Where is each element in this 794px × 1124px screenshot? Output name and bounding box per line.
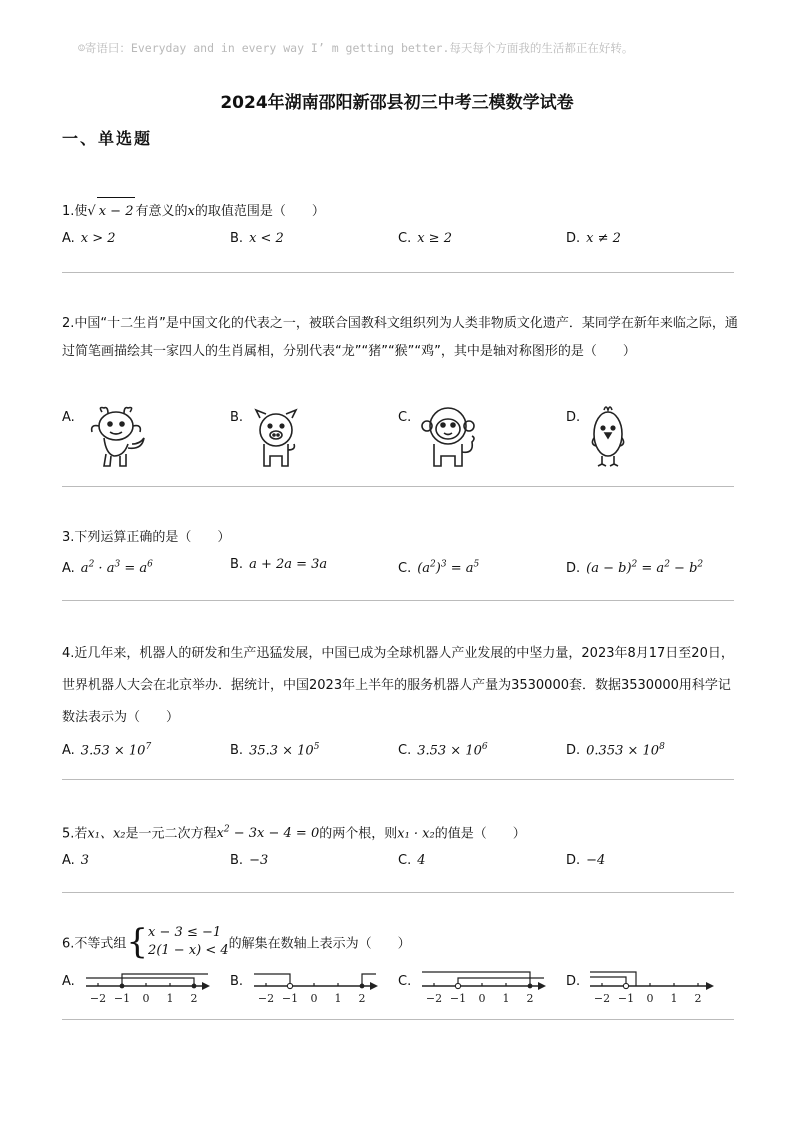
solution-ray xyxy=(254,974,290,986)
solution-ray xyxy=(86,978,194,986)
option-c[interactable]: C. $(a^2)^3 = a^5$ xyxy=(398,560,480,577)
solid-point xyxy=(528,984,533,989)
option-d[interactable]: D. −4 xyxy=(566,853,606,869)
solid-point xyxy=(120,984,125,989)
divider xyxy=(62,600,734,601)
page-title: 2024年湖南邵阳新邵县初三中考三模数学试卷 xyxy=(220,93,574,113)
tick-label: 1 xyxy=(166,992,174,1005)
tick-label: −2 xyxy=(89,992,107,1005)
divider xyxy=(62,779,734,780)
solution-ray xyxy=(422,972,530,986)
option-d[interactable]: D. x ≠ 2 xyxy=(566,231,621,246)
question-1-stem: 1.使√ x − 2 有意义的x的取值范围是（ ） xyxy=(62,197,738,226)
radicand: x − 2 xyxy=(97,197,136,226)
inequality-system: x − 3 ≤ −1 2(1 − x) < 4 xyxy=(148,925,229,958)
option-d[interactable]: D. xyxy=(566,974,581,989)
question-5-stem: 5.若x₁、x₂是一元二次方程$x^2 - 3x - 4 = 0$的两个根，则x₁ · x₂的值是（ ） xyxy=(62,825,526,842)
option-a[interactable]: A. xyxy=(62,974,75,989)
tick-label: 0 xyxy=(310,992,318,1005)
option-c[interactable]: C. 4 xyxy=(398,853,426,869)
number-line-c xyxy=(420,962,550,1008)
monkey-icon xyxy=(416,404,480,472)
tick-label: 0 xyxy=(478,992,486,1005)
question-2 xyxy=(62,310,738,366)
question-3-stem: 3.下列运算正确的是（ ） xyxy=(62,530,231,545)
option-a[interactable]: A. x > 2 xyxy=(62,231,116,246)
option-a[interactable]: A. $3.53 \times 10^7$ xyxy=(62,742,152,759)
option-b[interactable]: B. xyxy=(230,410,244,425)
option-b[interactable]: B. a + 2a = 3a xyxy=(230,557,328,572)
number-line-d xyxy=(588,962,718,1008)
question-2-stem: 2.中国“十二生肖”是中国文化的代表之一，被联合国教科文组织列为人类非物质文化遗产．某同学在新年来临之际，通过简笔画描绘其一家四人的生肖属相，分别代表“龙”“猪”“猴”“鸡”，其中是轴对称图形的是（ ） xyxy=(62,316,738,359)
number-line-a xyxy=(84,962,214,1008)
axis-arrow xyxy=(202,982,210,990)
system-brace: { xyxy=(126,922,149,962)
section-heading: 一、单选题 xyxy=(62,129,153,148)
number-line-b xyxy=(252,962,382,1008)
tick-label: 2 xyxy=(358,992,366,1005)
motto-header: ☺寄语曰：Everyday and in every way I’ m getting better.每天每个方面我的生活都正在好转。 xyxy=(78,41,634,55)
option-b[interactable]: B. x < 2 xyxy=(230,231,284,246)
question-3 xyxy=(62,524,738,578)
option-a[interactable]: A. xyxy=(62,410,75,425)
tick-label: 2 xyxy=(190,992,198,1005)
axis-arrow xyxy=(706,982,714,990)
tick-label: 0 xyxy=(142,992,150,1005)
tick-label: 1 xyxy=(502,992,510,1005)
tick-label: 1 xyxy=(334,992,342,1005)
option-c[interactable]: C. $3.53 \times 10^6$ xyxy=(398,742,488,759)
hollow-point xyxy=(623,983,628,988)
hollow-point xyxy=(455,983,460,988)
divider xyxy=(62,892,734,893)
option-d[interactable]: D. $(a - b)^2 = a^2 - b^2$ xyxy=(566,560,704,577)
tick-label: −1 xyxy=(281,992,299,1005)
solution-ray xyxy=(590,972,636,986)
tick-label: −1 xyxy=(617,992,635,1005)
option-b[interactable]: B. xyxy=(230,974,244,989)
chicken-icon xyxy=(590,404,626,472)
option-b[interactable]: B. $35.3 \times 10^5$ xyxy=(230,742,320,759)
dragon-icon xyxy=(84,404,154,472)
question-4-stem: 4.近几年来，机器人的研发和生产迅猛发展，中国已成为全球机器人产业发展的中坚力量，2023年8月17日至20日，世界机器人大会在北京举办．据统计，中国2023年上半年的服务机器人产量为3530000套．数据3530000用科学记数法表示为（ ） xyxy=(62,646,734,725)
question-5 xyxy=(62,816,738,874)
axis-arrow xyxy=(370,982,378,990)
option-c[interactable]: C. x ≥ 2 xyxy=(398,231,452,246)
divider xyxy=(62,486,734,487)
option-d[interactable]: D. $0.353 \times 10^8$ xyxy=(566,742,665,759)
question-1 xyxy=(62,197,738,252)
hollow-point xyxy=(287,983,292,988)
solid-point xyxy=(360,984,365,989)
solution-ray xyxy=(590,977,626,986)
tick-label: −2 xyxy=(257,992,275,1005)
option-a[interactable]: A. 3 xyxy=(62,853,90,869)
radical-sign: √ xyxy=(87,204,96,219)
solid-point xyxy=(192,984,197,989)
tick-label: −1 xyxy=(113,992,131,1005)
pig-icon xyxy=(250,408,302,470)
tick-label: 2 xyxy=(694,992,702,1005)
divider xyxy=(62,272,734,273)
option-d[interactable]: D. xyxy=(566,410,581,425)
question-6-stem: 6.不等式组{x − 3 ≤ −1 2(1 − x) < 4的解集在数轴上表示为（ ） xyxy=(62,922,411,962)
tick-label: 0 xyxy=(646,992,654,1005)
option-c[interactable]: C. xyxy=(398,974,412,989)
tick-label: −1 xyxy=(449,992,467,1005)
question-4 xyxy=(62,638,738,760)
option-b[interactable]: B. −3 xyxy=(230,853,269,869)
divider xyxy=(62,1019,734,1020)
tick-label: −2 xyxy=(593,992,611,1005)
option-c[interactable]: C. xyxy=(398,410,412,425)
axis-arrow xyxy=(538,982,546,990)
option-a[interactable]: A. $a^2 \cdot a^3 = a^6$ xyxy=(62,560,153,577)
tick-label: 2 xyxy=(526,992,534,1005)
tick-label: −2 xyxy=(425,992,443,1005)
tick-label: 1 xyxy=(670,992,678,1005)
